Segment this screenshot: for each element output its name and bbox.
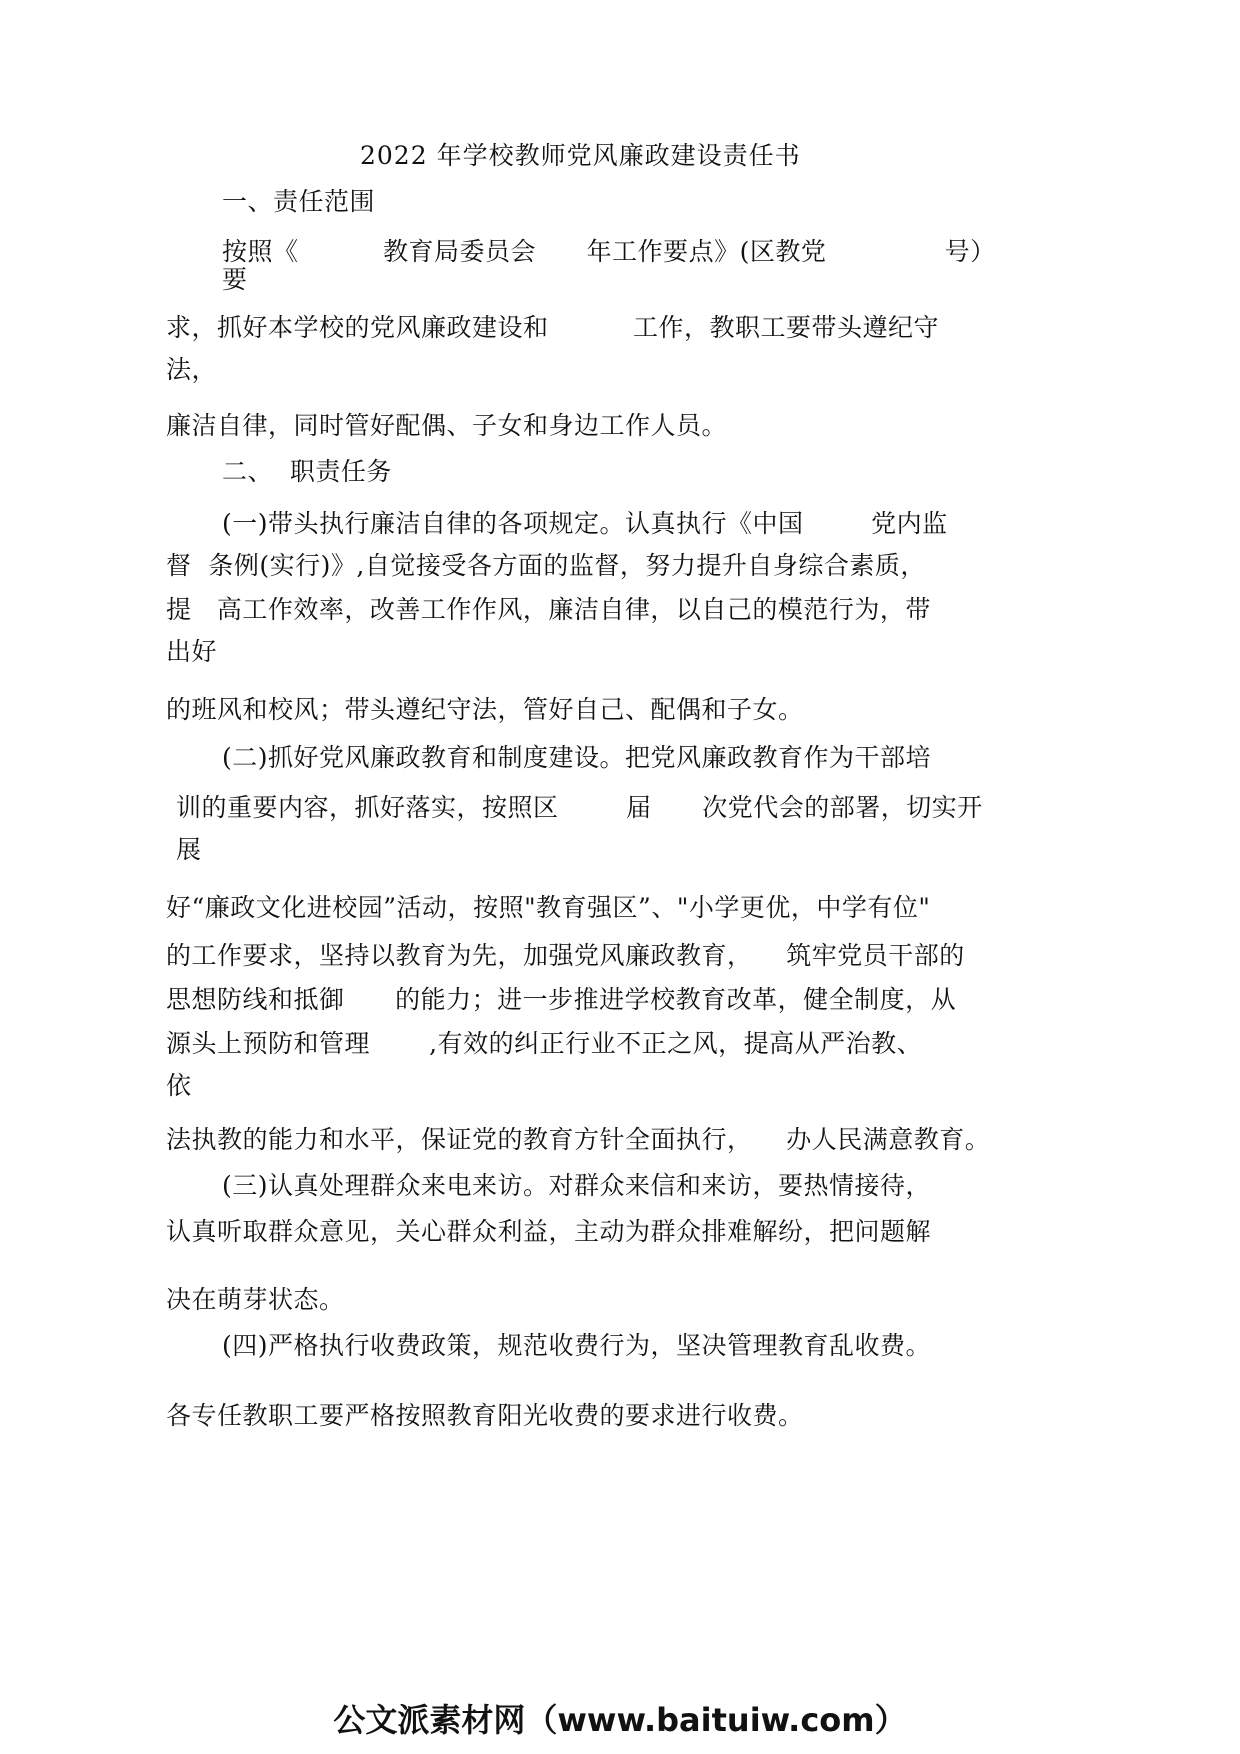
body-line: 法执教的能力和水平，保证党的教育方针全面执行， 办人民满意教育。 — [166, 1125, 991, 1154]
body-line: 决在萌芽状态。 — [166, 1285, 345, 1314]
body-line: (四)严格执行收费政策，规范收费行为，坚决管理教育乱收费。 — [222, 1331, 932, 1360]
section-heading: 一、责任范围 — [222, 187, 376, 216]
body-line: 思想防线和抵御 的能力；进一步推进学校教育改革，健全制度，从 — [166, 985, 957, 1014]
body-line: 出好 — [166, 637, 218, 666]
body-line: 要 — [222, 265, 248, 294]
body-line: 法， — [166, 355, 218, 384]
body-line: 求，抓好本学校的党风廉政建设和 工作，教职工要带头遵纪守 — [166, 313, 939, 342]
body-line: (三)认真处理群众来电来访。对群众来信和来访，要热情接待， — [222, 1171, 932, 1200]
section-heading: 二、 职责任务 — [222, 457, 392, 486]
watermark-footer: 公文派素材网（www.baituiw.com） — [333, 1701, 907, 1739]
body-line: 依 — [166, 1071, 192, 1100]
body-line: 按照《 教育局委员会 年工作要点》(区教党 号） — [222, 237, 996, 266]
document-title: 2022 年学校教师党风廉政建设责任书 — [360, 141, 801, 170]
body-line: (二)抓好党风廉政教育和制度建设。把党风廉政教育作为干部培 — [222, 743, 932, 772]
body-line: 训的重要内容，抓好落实，按照区 届 次党代会的部署，切实开 — [176, 793, 983, 822]
body-line: (一)带头执行廉洁自律的各项规定。认真执行《中国 党内监 — [222, 509, 948, 538]
body-line: 的工作要求，坚持以教育为先，加强党风廉政教育， 筑牢党员干部的 — [166, 941, 965, 970]
body-line: 廉洁自律，同时管好配偶、子女和身边工作人员。 — [166, 411, 728, 440]
body-line: 提 高工作效率，改善工作作风，廉洁自律，以自己的模范行为，带 — [166, 595, 931, 624]
body-line: 展 — [176, 835, 202, 864]
body-line: 认真听取群众意见，关心群众利益，主动为群众排难解纷，把问题解 — [166, 1217, 932, 1246]
body-line: 各专任教职工要严格按照教育阳光收费的要求进行收费。 — [166, 1401, 804, 1430]
body-line: 源头上预防和管理 ,有效的纠正行业不正之风，提高从严治教、 — [166, 1029, 923, 1058]
body-line: 督 条例(实行)》,自觉接受各方面的监督，努力提升自身综合素质， — [166, 551, 926, 580]
body-line: 好“廉政文化进校园”活动，按照"教育强区”、"小学更优，中学有位" — [166, 893, 931, 922]
body-line: 的班风和校风；带头遵纪守法，管好自己、配偶和子女。 — [166, 695, 804, 724]
